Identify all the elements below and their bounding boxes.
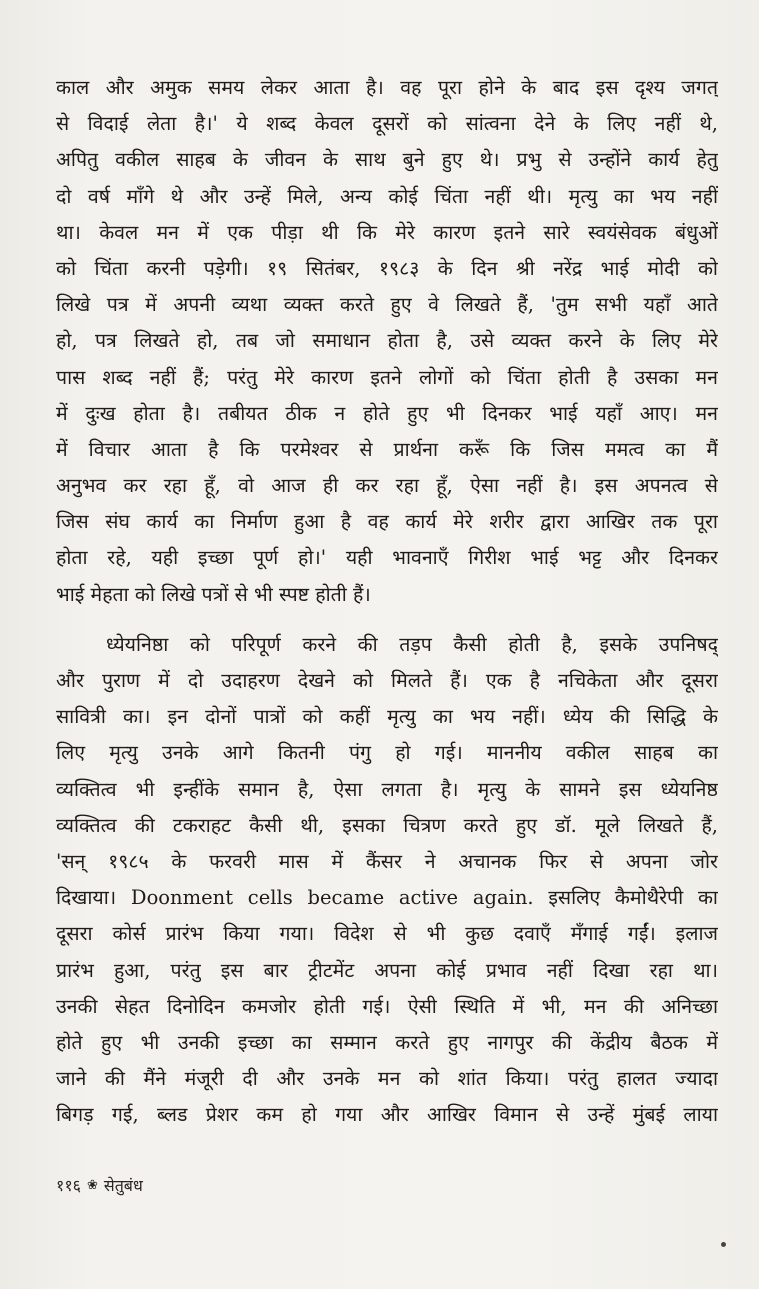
paragraph-1 (56, 70, 718, 613)
text-line: दूसरा कोर्स प्रारंभ किया गया। विदेश से भी कुछ दवाएँ मँगाई गईं। इलाज (56, 922, 718, 946)
text-line: में दुःख होता है। तबीयत ठीक न होते हुए भी दिनकर भाई यहाँ आए। मन (56, 401, 718, 425)
text-line: व्यक्तित्व भी इन्हींके समान है, ऐसा लगता है। मृत्यु के सामने इस ध्येयनिष्ठ (56, 777, 718, 801)
page-speck (721, 1242, 726, 1247)
text-line: उनकी सेहत दिनोदिन कमजोर होती गई। ऐसी स्थिति में भी, मन की अनिच्छा (56, 994, 718, 1018)
text-line: काल और अमुक समय लेकर आता है। वह पूरा होने के बाद इस दृश्य जगत् (56, 76, 718, 99)
text-line: था। केवल मन में एक पीड़ा थी कि मेरे कारण इतने सारे स्वयंसेवक बंधुओं (56, 220, 718, 244)
text-line: दो वर्ष माँगे थे और उन्हें मिले, अन्य कोई चिंता नहीं थी। मृत्यु का भय नहीं (56, 184, 718, 208)
text-line: भाई मेहता को लिखे पत्रों से भी स्पष्ट होती हैं। (56, 582, 371, 606)
text-line: हो, पत्र लिखते हो, तब जो समाधान होता है, उसे व्यक्त करने के लिए मेरे (56, 329, 718, 353)
text-line: बिगड़ गई, ब्लड प्रेशर कम हो गया और आखिर विमान से उन्हें मुंबई लाया (56, 1103, 718, 1127)
book-title: सेतुबंध (103, 1176, 143, 1195)
text-line: लिए मृत्यु उनके आगे कितनी पंगु हो गई। माननीय वकील साहब का (56, 741, 718, 765)
text-line: जाने की मैंने मंजूरी दी और उनके मन को शांत किया। परंतु हालत ज्यादा (56, 1067, 718, 1091)
text-line: होता रहे, यही इच्छा पूर्ण हो।' यही भावनाएँ गिरीश भाई भट्ट और दिनकर (56, 546, 718, 570)
text-line: को चिंता करनी पड़ेगी। १९ सितंबर, १९८३ के दिन श्री नरेंद्र भाई मोदी को (56, 256, 718, 280)
text-line: में विचार आता है कि परमेश्वर से प्रार्थना करूँ कि जिस ममत्व का मैं (56, 437, 718, 461)
text-line: व्यक्तित्व की टकराहट कैसी थी, इसका चित्रण करते हुए डॉ. मूले लिखते हैं, (56, 813, 718, 837)
text-line: ध्येयनिष्ठा को परिपूर्ण करने की तड़प कैसी होती है, इसके उपनिषद् (106, 632, 718, 656)
text-line: से विदाई लेता है।' ये शब्द केवल दूसरों को सांत्वना देने के लिए नहीं थे, (56, 112, 718, 136)
text-line: पास शब्द नहीं हैं; परंतु मेरे कारण इतने लोगों को चिंता होती है उसका मन (56, 365, 718, 389)
text-line: प्रारंभ हुआ, परंतु इस बार ट्रीटमेंट अपना कोई प्रभाव नहीं दिखा रहा था। (56, 958, 718, 982)
flower-ornament-icon: ❀ (86, 1177, 98, 1193)
text-line: अनुभव कर रहा हूँ, वो आज ही कर रहा हूँ, ऐसा नहीं है। इस अपनत्व से (56, 474, 718, 498)
text-line: होते हुए भी उनकी इच्छा का सम्मान करते हुए नागपुर की केंद्रीय बैठक में (56, 1030, 718, 1054)
text-line: 'सन् १९८५ के फरवरी मास में कैंसर ने अचानक फिर से अपना जोर (56, 849, 718, 873)
text-line: अपितु वकील साहब के जीवन के साथ बुने हुए थे। प्रभु से उन्होंने कार्य हेतु (56, 148, 718, 172)
body-text (56, 70, 718, 1133)
text-line: दिखाया। Doonment cells became active again. इसलिए कैमोथैरेपी का (56, 886, 718, 910)
text-line: जिस संघ कार्य का निर्माण हुआ है वह कार्य मेरे शरीर द्वारा आखिर तक पूरा (56, 510, 718, 534)
paragraph-2 (56, 627, 718, 1134)
text-line: लिखे पत्र में अपनी व्यथा व्यक्त करते हुए वे लिखते हैं, 'तुम सभी यहाँ आते (56, 293, 718, 317)
page-number: ११६ (56, 1176, 81, 1195)
text-line: सावित्री का। इन दोनों पात्रों को कहीं मृत्यु का भय नहीं। ध्येय की सिद्धि के (56, 705, 718, 729)
page-footer (56, 1174, 143, 1196)
text-line: और पुराण में दो उदाहरण देखने को मिलते हैं। एक है नचिकेता और दूसरा (56, 669, 718, 692)
